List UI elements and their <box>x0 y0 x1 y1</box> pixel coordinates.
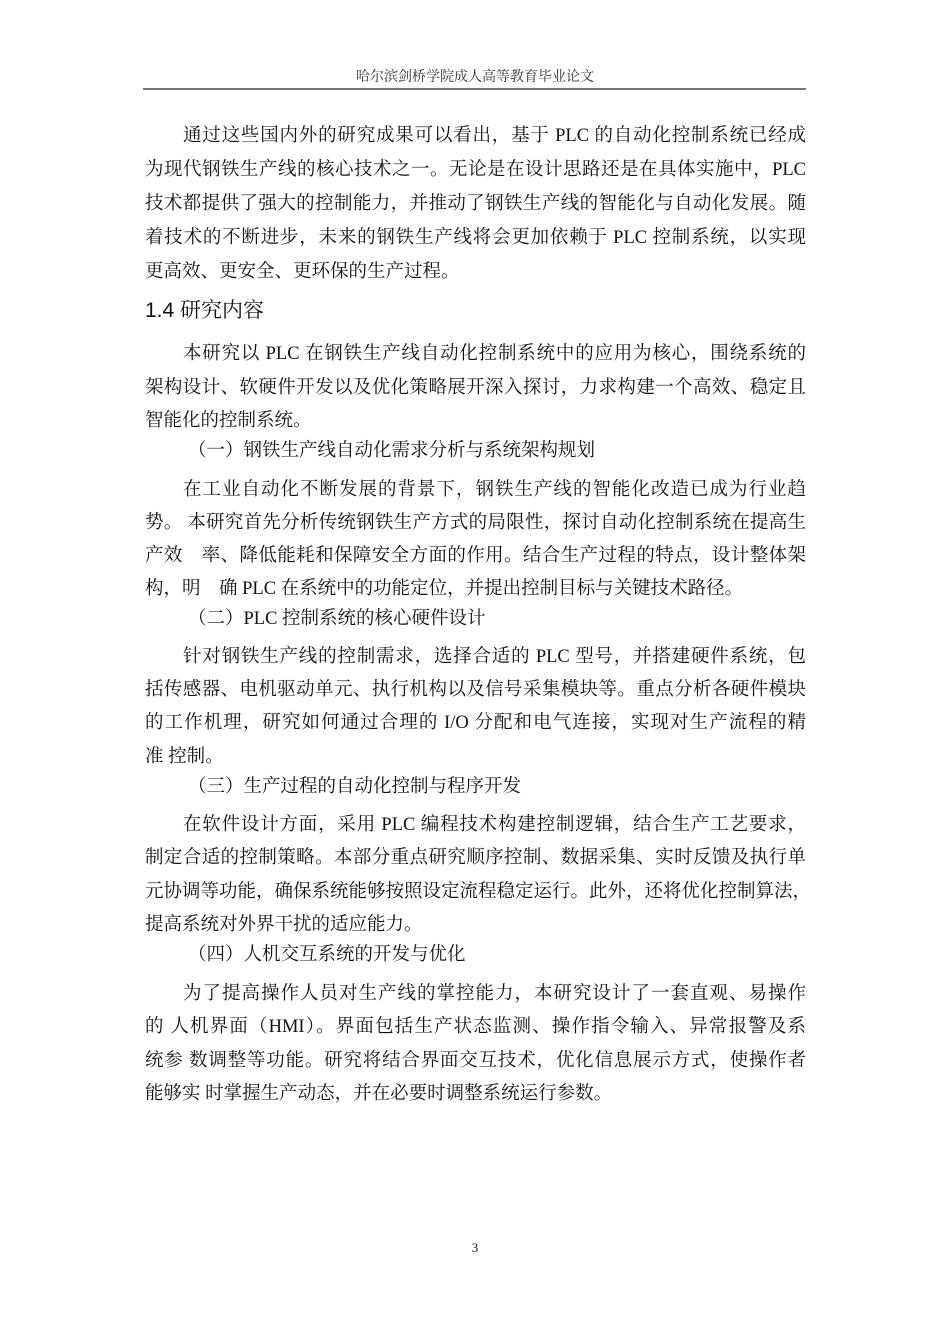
paragraph-line: 制定合适的控制策略。本部分重点研究顺序控制、数据采集、实时反馈及执行单 <box>145 848 806 868</box>
paragraph-line: 构，明 确 PLC 在系统中的功能定位，并提出控制目标与关键技术路径。 <box>145 579 744 599</box>
paragraph-line: 提高系统对外界干扰的适应能力。 <box>145 915 423 935</box>
paragraph-line: 能够实 时掌握生产动态，并在必要时调整系统运行参数。 <box>145 1084 613 1104</box>
header-rule <box>143 88 806 90</box>
paragraph-line: 统参 数调整等功能。研究将结合界面交互技术，优化信息展示方式，使操作者 <box>145 1051 806 1071</box>
subsection-heading: （一）钢铁生产线自动化需求分析与系统架构规划 <box>188 441 596 461</box>
paragraph-line: 为现代钢铁生产线的核心技术之一。无论是在设计思路还是在具体实施中，PLC <box>145 160 806 180</box>
paragraph-line: 本研究以 PLC 在钢铁生产线自动化控制系统中的应用为核心，围绕系统的 <box>183 344 806 364</box>
subsection-heading: （三）生产过程的自动化控制与程序开发 <box>188 777 522 797</box>
paragraph-line: 智能化的控制系统。 <box>145 411 312 431</box>
page-number: 3 <box>471 1240 479 1255</box>
subsection-heading: （二）PLC 控制系统的核心硬件设计 <box>188 609 486 629</box>
paragraph-line: 架构设计、软硬件开发以及优化策略展开深入探讨，力求构建一个高效、稳定且 <box>145 378 806 398</box>
paragraph-line: 元协调等功能，确保系统能够按照设定流程稳定运行。此外，还将优化控制算法， <box>145 882 812 902</box>
paragraph-line: 准 控制。 <box>145 747 224 767</box>
paragraph-line: 产效 率、降低能耗和保障安全方面的作用。结合生产过程的特点，设计整体架 <box>145 546 806 566</box>
paragraph-line: 着技术的不断进步，未来的钢铁生产线将会更加依赖于 PLC 控制系统，以实现 <box>145 228 806 248</box>
paragraph-line: 通过这些国内外的研究成果可以看出，基于 PLC 的自动化控制系统已经成 <box>183 126 806 146</box>
paragraph-line: 在软件设计方面，采用 PLC 编程技术构建控制逻辑，结合生产工艺要求， <box>183 815 806 835</box>
subsection-heading: （四）人机交互系统的开发与优化 <box>188 945 466 965</box>
paragraph-line: 为了提高操作人员对生产线的掌控能力，本研究设计了一套直观、易操作 <box>183 984 806 1004</box>
paragraph-line: 的工作机理，研究如何通过合理的 I/O 分配和电气连接，实现对生产流程的精 <box>145 713 806 733</box>
paragraph-line: 技术都提供了强大的控制能力，并推动了钢铁生产线的智能化与自动化发展。随 <box>145 194 806 214</box>
paragraph-line: 势。 本研究首先分析传统钢铁生产方式的局限性，探讨自动化控制系统在提高生 <box>145 513 806 533</box>
page-header: 哈尔滨剑桥学院成人高等教育毕业论文 <box>356 70 594 85</box>
section-heading: 1.4 研究内容 <box>145 299 265 322</box>
paragraph-line: 更高效、更安全、更环保的生产过程。 <box>145 262 460 282</box>
paragraph-line: 括传感器、电机驱动单元、执行机构以及信号采集模块等。重点分析各硬件模块 <box>145 680 806 700</box>
paragraph-line: 在工业自动化不断发展的背景下，钢铁生产线的智能化改造已成为行业趋 <box>183 480 806 500</box>
paragraph-line: 针对钢铁生产线的控制需求，选择合适的 PLC 型号，并搭建硬件系统，包 <box>183 647 806 667</box>
paragraph-line: 的 人机界面（HMI）。界面包括生产状态监测、操作指令输入、异常报警及系 <box>145 1017 806 1037</box>
